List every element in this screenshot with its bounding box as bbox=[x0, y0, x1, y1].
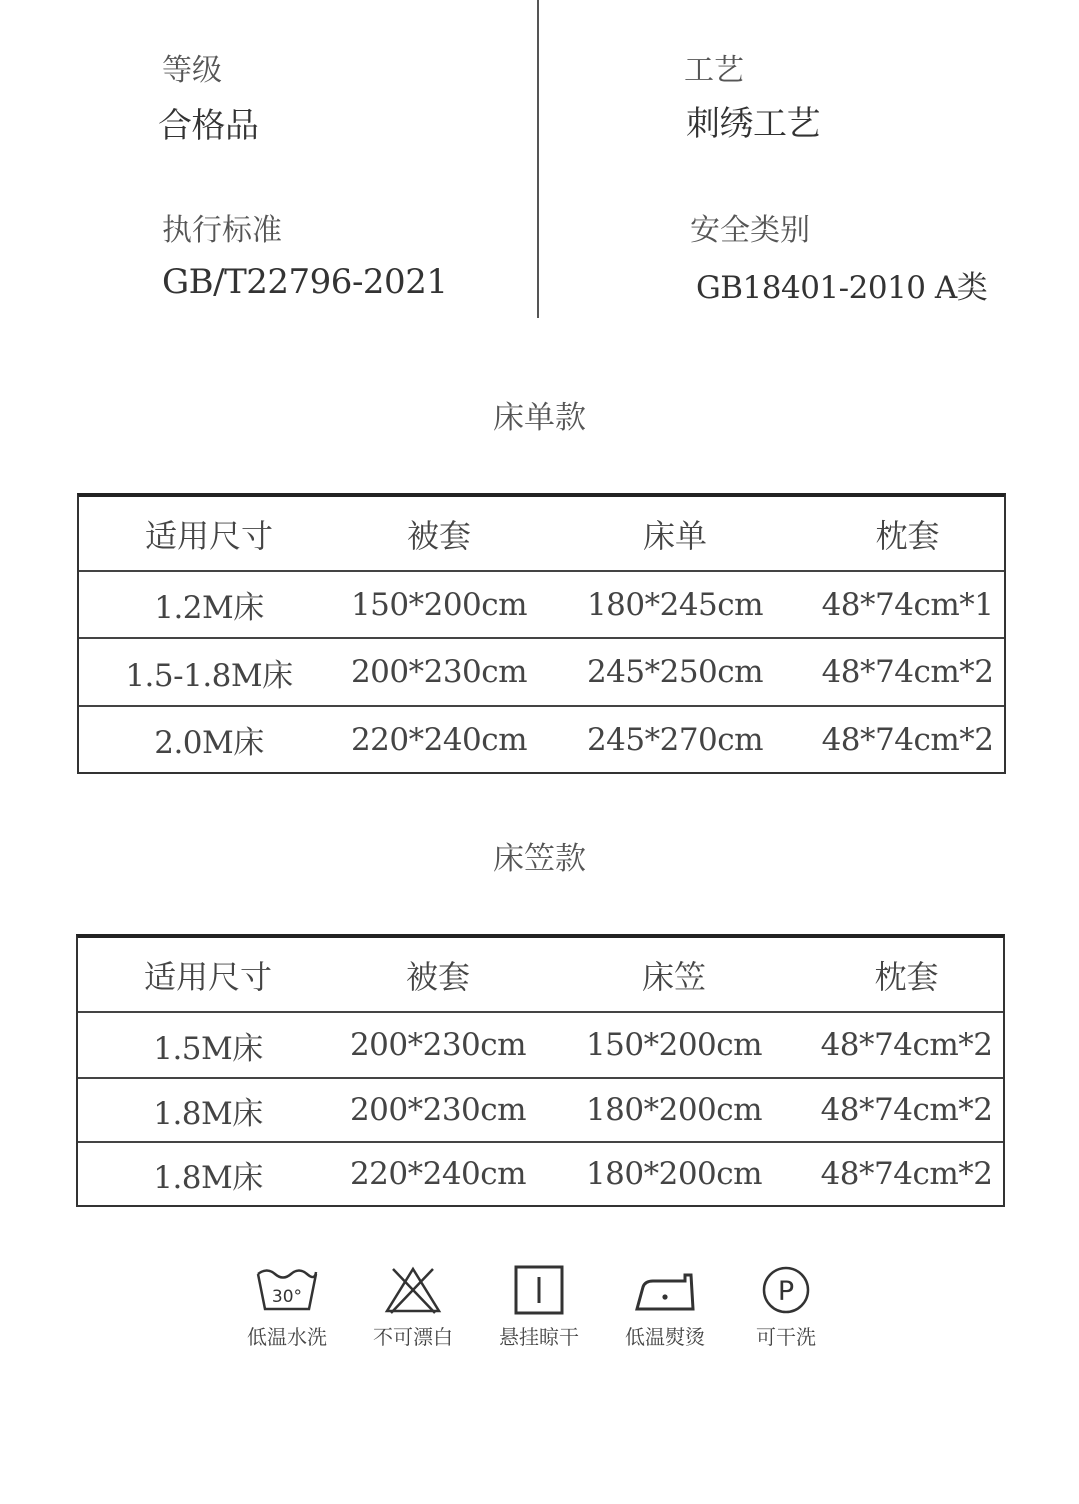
table-header-row bbox=[78, 938, 1003, 1012]
cell-duvet: 220*240cm bbox=[338, 1142, 538, 1205]
sheet-set-table bbox=[77, 493, 1006, 774]
wash-30-icon bbox=[255, 1265, 319, 1315]
dry-clean-icon bbox=[754, 1265, 818, 1315]
col-header-pillowcase: 枕套 bbox=[874, 957, 939, 996]
table-row bbox=[79, 571, 1004, 638]
cell-size: 1.5M床 bbox=[78, 1012, 338, 1078]
fitted-set-table bbox=[76, 934, 1005, 1207]
care-wash bbox=[227, 1265, 347, 1350]
cell-pillowcase: 48*74cm*2 bbox=[811, 638, 1004, 706]
table-row bbox=[78, 1142, 1003, 1205]
table-row bbox=[79, 706, 1004, 772]
care-label: 低温水洗 bbox=[247, 1325, 327, 1349]
hang-dry-icon bbox=[507, 1265, 571, 1315]
cell-fitted-sheet: 180*200cm bbox=[538, 1078, 810, 1142]
care-label: 低温熨烫 bbox=[625, 1325, 705, 1349]
sheet-set-title: 床单款 bbox=[493, 400, 586, 436]
cell-duvet: 150*200cm bbox=[339, 571, 539, 638]
cell-size: 1.5-1.8M床 bbox=[79, 638, 339, 706]
spec-divider bbox=[537, 0, 539, 318]
cell-sheet: 245*270cm bbox=[539, 706, 811, 772]
cell-pillowcase: 48*74cm*2 bbox=[811, 706, 1004, 772]
cell-fitted-sheet: 150*200cm bbox=[538, 1012, 810, 1078]
cell-duvet: 200*230cm bbox=[338, 1078, 538, 1142]
safety-value: GB18401-2010 A类 bbox=[696, 270, 988, 306]
cell-pillowcase: 48*74cm*1 bbox=[811, 571, 1004, 638]
cell-duvet: 220*240cm bbox=[339, 706, 539, 772]
care-hang-dry bbox=[479, 1265, 599, 1350]
table-header-row bbox=[79, 497, 1004, 571]
care-label: 不可漂白 bbox=[373, 1325, 453, 1349]
cell-pillowcase: 48*74cm*2 bbox=[810, 1142, 1003, 1205]
care-iron bbox=[605, 1265, 725, 1350]
cell-sheet: 245*250cm bbox=[539, 638, 811, 706]
cell-size: 2.0M床 bbox=[79, 706, 339, 772]
standard-label: 执行标准 bbox=[162, 213, 282, 248]
col-header-size: 适用尺寸 bbox=[143, 957, 272, 996]
standard-value: GB/T22796-2021 bbox=[162, 262, 448, 302]
low-iron-icon bbox=[633, 1265, 697, 1315]
table-row bbox=[79, 638, 1004, 706]
craft-label: 工艺 bbox=[684, 53, 744, 88]
care-label: 可干洗 bbox=[756, 1325, 816, 1349]
craft-value: 刺绣工艺 bbox=[686, 104, 820, 144]
care-label: 悬挂晾干 bbox=[499, 1325, 579, 1349]
col-header-sheet: 床单 bbox=[642, 516, 707, 555]
col-header-duvet: 被套 bbox=[405, 957, 470, 996]
fitted-set-title: 床笠款 bbox=[493, 841, 586, 877]
no-bleach-icon bbox=[381, 1265, 445, 1315]
table-row bbox=[78, 1078, 1003, 1142]
cell-fitted-sheet: 180*200cm bbox=[538, 1142, 810, 1205]
care-bleach bbox=[353, 1265, 473, 1350]
table-row bbox=[78, 1012, 1003, 1078]
col-header-duvet: 被套 bbox=[406, 516, 471, 555]
col-header-fitted-sheet: 床笠 bbox=[641, 957, 706, 996]
safety-label: 安全类别 bbox=[690, 213, 810, 248]
col-header-size: 适用尺寸 bbox=[144, 516, 273, 555]
col-header-pillowcase: 枕套 bbox=[875, 516, 940, 555]
cell-duvet: 200*230cm bbox=[339, 638, 539, 706]
cell-pillowcase: 48*74cm*2 bbox=[810, 1012, 1003, 1078]
cell-duvet: 200*230cm bbox=[338, 1012, 538, 1078]
wash-temp-text: 30° bbox=[271, 1287, 303, 1307]
care-dry-clean bbox=[726, 1265, 846, 1350]
cell-size: 1.8M床 bbox=[78, 1142, 338, 1205]
cell-size: 1.8M床 bbox=[78, 1078, 338, 1142]
cell-pillowcase: 48*74cm*2 bbox=[810, 1078, 1003, 1142]
grade-value: 合格品 bbox=[158, 106, 259, 146]
grade-label: 等级 bbox=[162, 53, 222, 88]
cell-sheet: 180*245cm bbox=[539, 571, 811, 638]
dry-clean-letter: P bbox=[777, 1276, 795, 1307]
cell-size: 1.2M床 bbox=[79, 571, 339, 638]
